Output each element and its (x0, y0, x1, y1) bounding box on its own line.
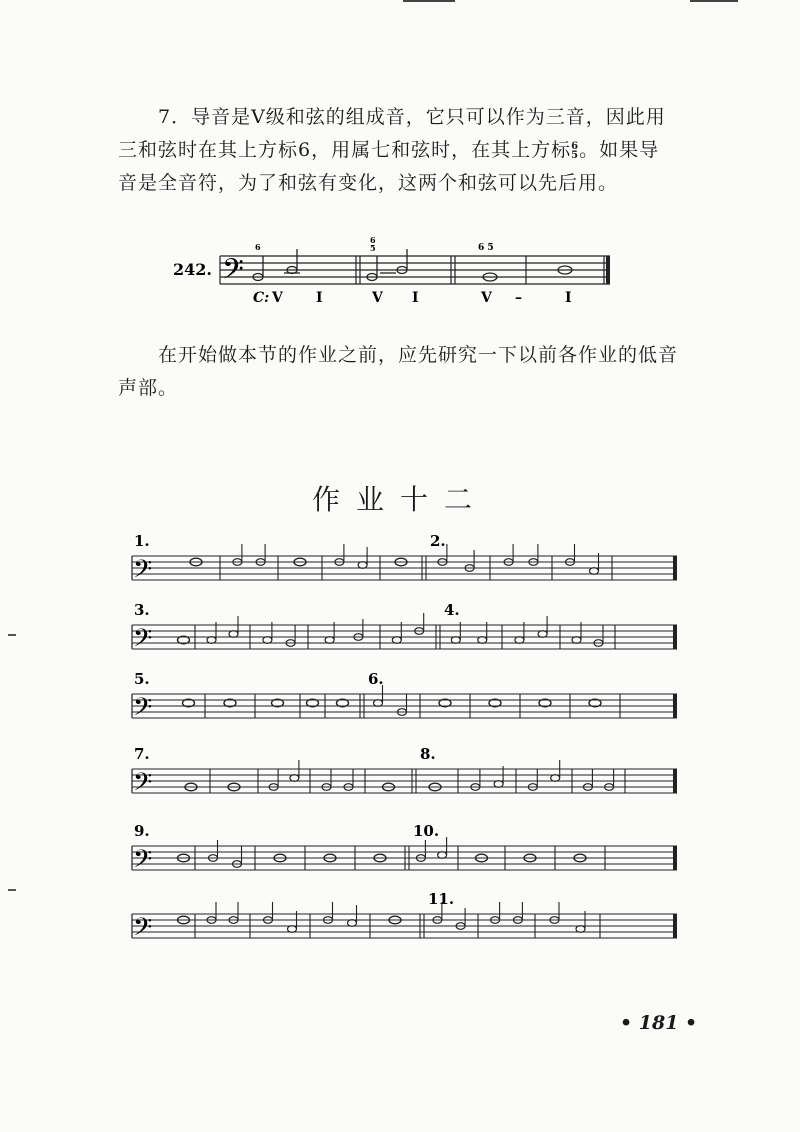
roman-numeral: V (481, 290, 492, 306)
figure-label: 5 (370, 243, 376, 253)
exercise-number: 5. (134, 670, 150, 688)
exercise-number: 9. (134, 822, 150, 840)
exercise-number: 10. (413, 822, 440, 840)
note-head (348, 920, 357, 927)
final-barline (673, 625, 677, 649)
exercise-number: 8. (420, 745, 436, 763)
text-line: 声部。 (118, 377, 179, 399)
final-barline (673, 846, 677, 870)
roman-numeral: I (412, 290, 419, 306)
note-head (515, 637, 524, 644)
note-head (207, 637, 216, 644)
figure-label: 6 5 (478, 243, 494, 253)
bass-clef-icon: 𝄢 (133, 768, 153, 803)
note-head (438, 852, 447, 859)
roman-numeral: V (372, 290, 383, 306)
figure-label: 6 (370, 235, 376, 245)
key-label: C: (253, 290, 270, 306)
note-head (288, 926, 297, 933)
note-head (478, 637, 487, 644)
example-number: 242. (173, 260, 212, 279)
note-head (590, 568, 599, 575)
example-242 (173, 235, 610, 306)
page-number: • 181 • (620, 1012, 698, 1034)
final-barline (673, 769, 677, 793)
note-head (374, 700, 383, 707)
bass-clef-icon: 𝄢 (133, 624, 153, 659)
text-line: 音是全音符，为了和弦有变化，这两个和弦可以先后用。 (118, 172, 619, 194)
roman-numeral: V (272, 290, 283, 306)
note-head (451, 637, 460, 644)
section-title: 作业十二 (311, 483, 488, 516)
note-head (290, 775, 299, 782)
text-line: 在开始做本节的作业之前，应先研究一下以前各作业的低音 (158, 344, 679, 366)
note-head (358, 562, 367, 569)
bass-clef-icon: 𝄢 (222, 253, 244, 293)
fraction-bottom: 5 (571, 150, 580, 161)
note-head (229, 631, 238, 638)
bass-clef-icon: 𝄢 (133, 555, 153, 590)
note-head (576, 926, 585, 933)
roman-numerals (253, 290, 572, 306)
text-line: 7．导音是Ⅴ级和弦的组成音，它只可以作为三音，因此用 (158, 106, 666, 128)
staff (220, 256, 610, 284)
note-head (538, 631, 547, 638)
exercise-number: 7. (134, 745, 150, 763)
fraction-top: 6 (571, 141, 580, 152)
bass-clef-icon: 𝄢 (133, 913, 153, 948)
exercise-number: 2. (430, 532, 446, 550)
notes (253, 249, 572, 281)
bass-clef-icon: 𝄢 (133, 845, 153, 880)
note-head (572, 637, 581, 644)
final-barline (673, 914, 677, 938)
note-head (263, 637, 272, 644)
exercise-number: 6. (368, 670, 384, 688)
roman-numeral: I (316, 290, 323, 306)
final-barline (606, 256, 610, 284)
exercise-staves (132, 532, 677, 948)
note-head (325, 637, 334, 644)
text-line-part: 三和弦时在其上方标6，用属七和弦时，在其上方标 (118, 139, 572, 161)
note-head (551, 775, 560, 782)
note-head (494, 781, 503, 788)
final-barline (673, 556, 677, 580)
exercise-number: 1. (134, 532, 150, 550)
figure-label: 6 (255, 242, 261, 252)
roman-numeral: I (565, 290, 572, 306)
text-line-part: 。如果导 (579, 139, 660, 161)
roman-numeral: – (515, 290, 522, 306)
final-barline (673, 694, 677, 718)
bass-clef-icon: 𝄢 (133, 693, 153, 728)
exercise-number: 4. (444, 601, 460, 619)
exercise-number: 3. (134, 601, 150, 619)
note-head (392, 637, 401, 644)
exercise-number: 11. (428, 890, 455, 908)
